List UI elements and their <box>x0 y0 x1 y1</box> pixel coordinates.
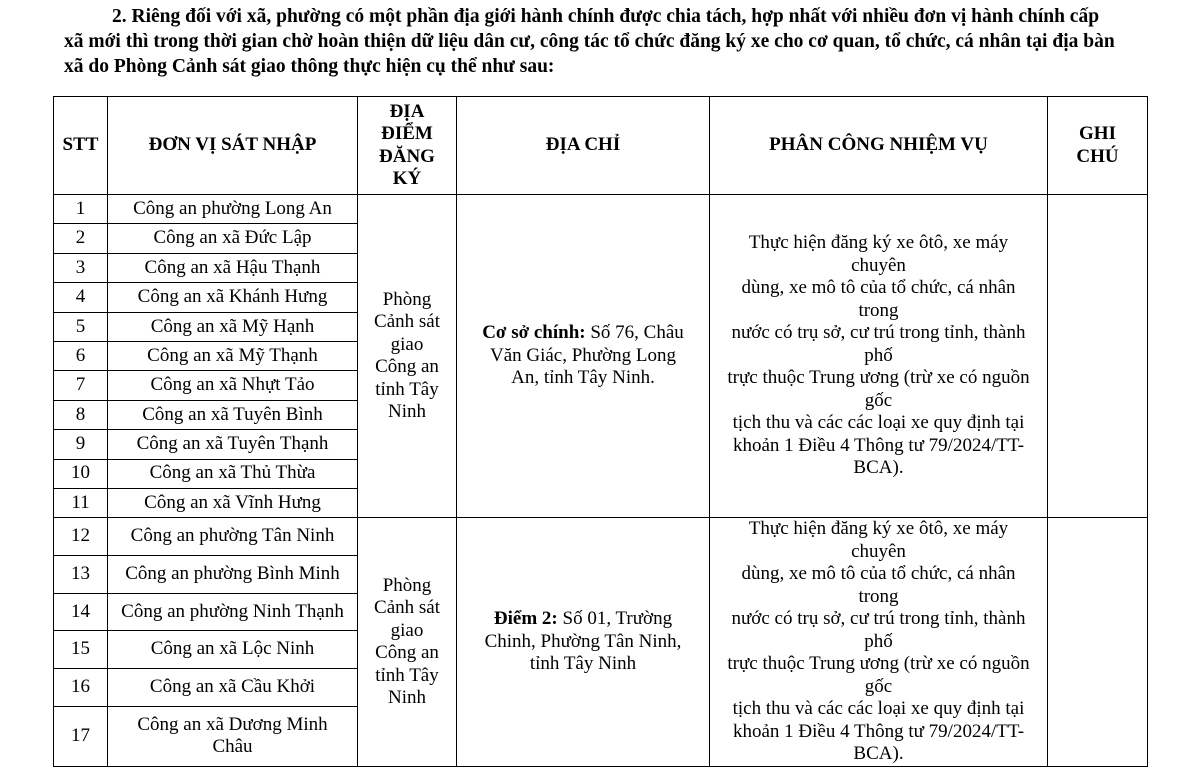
header-place-line: KÝ <box>392 168 422 189</box>
unit-cell: Công an phường Tân Ninh <box>108 518 358 556</box>
stt-cell: 11 <box>54 488 108 517</box>
place-line: tỉnh Tây <box>375 664 439 686</box>
task-line: tịch thu và các các loại xe quy định tại <box>732 698 1025 720</box>
table-row <box>54 518 1148 556</box>
task-line: khoản 1 Điều 4 Thông tư 79/2024/TT- <box>732 720 1025 742</box>
header-place-line: ĐỊA <box>389 100 425 122</box>
stt-cell: 16 <box>54 668 108 706</box>
place-line: giao <box>390 619 424 641</box>
address-label: Điểm 2: <box>493 608 558 630</box>
intro-line: 2. Riêng đối với xã, phường có một phần địa giới hành chính được chia tách, hợp nhất với nhiều đơn vị hành chính cấp <box>112 6 1100 27</box>
place-line: Cảnh sát <box>374 311 440 333</box>
stt-cell: 5 <box>54 312 108 341</box>
task-line: tịch thu và các các loại xe quy định tại <box>732 412 1025 434</box>
header-note-line: GHI <box>1079 123 1116 144</box>
place-line: Phòng <box>382 574 432 596</box>
task-cell <box>710 518 1048 767</box>
header-stt: STT <box>54 97 108 195</box>
stt-cell: 13 <box>54 555 108 593</box>
unit-cell: Công an xã Đức Lập <box>108 224 358 253</box>
address-line <box>461 608 705 631</box>
task-line: trực thuộc Trung ương (trừ xe có nguồn gốc <box>727 653 1030 697</box>
address-text: Số 01, Trường <box>557 608 673 630</box>
header-note <box>1048 97 1148 195</box>
table-row <box>54 195 1148 224</box>
stt-cell: 10 <box>54 459 108 488</box>
intro-line: xã mới thì trong thời gian chờ hoàn thiện dữ liệu dân cư, công tác tổ chức đăng ký xe cho cơ quan, tổ chức, cá nhân tại địa bàn <box>64 31 1115 52</box>
stt-cell: 6 <box>54 341 108 370</box>
table-header-row <box>54 97 1148 195</box>
note-cell <box>1048 195 1148 518</box>
header-address: ĐỊA CHỈ <box>457 97 710 195</box>
stt-cell: 7 <box>54 371 108 400</box>
task-line: Thực hiện đăng ký xe ôtô, xe máy chuyên <box>748 232 1009 276</box>
unit-cell: Công an xã Mỹ Thạnh <box>108 341 358 370</box>
stt-cell: 9 <box>54 430 108 459</box>
unit-cell: Công an xã Hậu Thạnh <box>108 253 358 282</box>
task-line: khoản 1 Điều 4 Thông tư 79/2024/TT- <box>732 434 1025 456</box>
address-line: Văn Giác, Phường Long <box>489 344 677 366</box>
header-place <box>358 97 457 195</box>
place-line: Ninh <box>388 687 426 709</box>
task-line: trực thuộc Trung ương (trừ xe có nguồn gốc <box>727 367 1030 411</box>
place-line: Ninh <box>388 401 426 423</box>
address-cell <box>457 518 710 767</box>
stt-cell: 14 <box>54 593 108 631</box>
stt-cell: 4 <box>54 283 108 312</box>
intro-paragraph <box>64 4 1144 79</box>
unit-cell: Công an xã Khánh Hưng <box>108 283 358 312</box>
header-place-line: ĐĂNG <box>379 145 435 167</box>
place-line: Cảnh sát <box>374 597 440 619</box>
unit-cell: Công an xã Tuyên Thạnh <box>108 430 358 459</box>
unit-cell: Công an phường Ninh Thạnh <box>108 593 358 631</box>
unit-cell: Công an xã Cầu Khởi <box>108 668 358 706</box>
unit-cell <box>108 706 358 766</box>
unit-cell: Công an xã Mỹ Hạnh <box>108 312 358 341</box>
unit-cell: Công an xã Lộc Ninh <box>108 631 358 669</box>
note-cell <box>1048 518 1148 767</box>
place-cell <box>358 195 457 518</box>
address-line: An, tỉnh Tây Ninh. <box>511 367 655 389</box>
unit-line: Công an xã Dương Minh <box>137 713 328 735</box>
address-text: Số 76, Châu <box>585 322 684 344</box>
place-cell <box>358 518 457 767</box>
address-label: Cơ sở chính: <box>482 322 586 344</box>
task-line: Thực hiện đăng ký xe ôtô, xe máy chuyên <box>748 518 1009 562</box>
unit-line: Châu <box>212 736 253 758</box>
unit-cell: Công an phường Bình Minh <box>108 555 358 593</box>
intro-line: xã do Phòng Cảnh sát giao thông thực hiện cụ thể như sau: <box>64 56 555 77</box>
registration-table <box>53 96 1148 767</box>
place-line: Phòng <box>382 288 432 310</box>
stt-cell: 2 <box>54 224 108 253</box>
stt-cell: 3 <box>54 253 108 282</box>
stt-cell: 12 <box>54 518 108 556</box>
unit-cell: Công an phường Long An <box>108 195 358 224</box>
unit-cell: Công an xã Tuyên Bình <box>108 400 358 429</box>
task-line: BCA). <box>853 743 904 765</box>
address-line <box>461 322 705 345</box>
address-cell <box>457 195 710 518</box>
header-note-line: CHÚ <box>1076 145 1119 167</box>
task-line: BCA). <box>853 457 904 479</box>
header-unit: ĐƠN VỊ SÁT NHẬP <box>108 97 358 195</box>
task-line: nước có trụ sở, cư trú trong tỉnh, thành phố <box>731 608 1026 652</box>
task-line: dùng, xe mô tô của tổ chức, cá nhân trong <box>741 277 1016 321</box>
stt-cell: 1 <box>54 195 108 224</box>
stt-cell: 15 <box>54 631 108 669</box>
place-line: Công an <box>375 356 439 378</box>
header-place-line: ĐIỂM <box>381 123 433 144</box>
address-line: tỉnh Tây Ninh <box>529 653 637 675</box>
place-line: giao <box>390 333 424 355</box>
stt-cell: 8 <box>54 400 108 429</box>
place-line: Công an <box>375 642 439 664</box>
stt-cell: 17 <box>54 706 108 766</box>
header-task: PHÂN CÔNG NHIỆM VỤ <box>710 97 1048 195</box>
unit-cell: Công an xã Vĩnh Hưng <box>108 488 358 517</box>
place-line: tỉnh Tây <box>375 378 439 400</box>
address-line: Chinh, Phường Tân Ninh, <box>484 630 682 652</box>
unit-cell: Công an xã Thủ Thừa <box>108 459 358 488</box>
unit-cell: Công an xã Nhựt Tảo <box>108 371 358 400</box>
task-line: nước có trụ sở, cư trú trong tỉnh, thành phố <box>731 322 1026 366</box>
task-cell <box>710 195 1048 518</box>
task-line: dùng, xe mô tô của tổ chức, cá nhân trong <box>741 563 1016 607</box>
